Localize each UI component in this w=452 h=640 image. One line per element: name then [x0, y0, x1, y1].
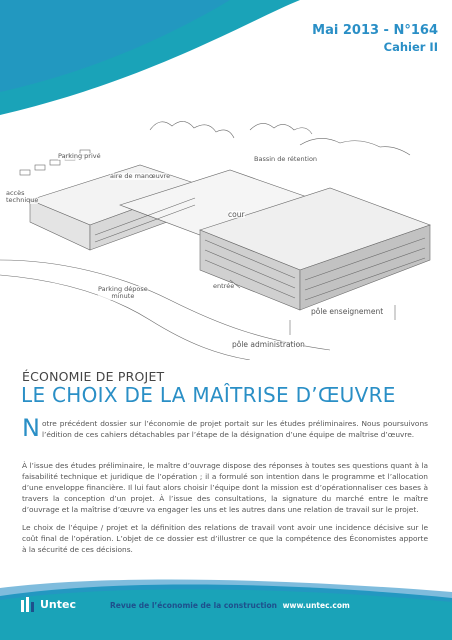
label-aire-manoeuvre: aire de manœuvre: [110, 172, 171, 180]
cahier-label: Cahier II: [383, 40, 438, 54]
issue-info: [312, 23, 438, 55]
intro-text: otre précédent dossier sur l’économie de projet portait sur les études préliminaires. Nous poursuivons l’édition de ces cahiers détachables par l’étape de la désignation d’une équipe de maîtrise d’œuvre.: [41, 419, 428, 439]
article-title: LE CHOIX DE LA MAÎTRISE D’ŒUVRE: [21, 383, 396, 407]
paragraph-2: À l’issue des études préliminaire, le maître d’ouvrage dispose des réponses à toutes ses questions quant à la faisabilité technique et juridique de l’opération ; il a formulé son intention dans le programme et l’allocation d’une enveloppe financière. Il lui faut alors choisir l’équipe dont la mission est d’opérationnaliser ces bases à travers la conception d’un projet. À l’issue des consultations, la signature du marché entre le maître d’ouvrage et la maîtrise d’œuvre va engager les uns et les autres dans une relation de travail sur le projet.: [22, 461, 428, 514]
website-link[interactable]: www.untec.com: [282, 601, 350, 610]
label-bassin-retention: Bassin de rétention: [254, 155, 318, 163]
untec-logo-icon: [20, 596, 38, 614]
paragraph-3: Le choix de l’équipe / projet et la définition des relations de travail vont avoir une incidence décisive sur le coût final de l’opération. L’objet de ce dossier est d’illustrer ce que la compétence des Économistes apporte à la sécurité de ces décisions.: [22, 523, 428, 554]
architectural-sketch: [0, 110, 452, 360]
intro-paragraph: [22, 414, 428, 442]
logo-text: Untec: [40, 598, 77, 611]
label-parking-depose: Parking dépose minute: [98, 285, 148, 300]
label-cour: cour: [228, 210, 245, 219]
drop-cap: N: [22, 414, 40, 442]
section-heading: ÉCONOMIE DE PROJET: [22, 369, 165, 384]
label-pole-administration: pôle administration: [232, 340, 305, 349]
label-acces-technique: accès technique: [6, 189, 39, 204]
tagline-text: Revue de l’économie de la construction: [110, 601, 277, 610]
footer-tagline: [110, 601, 350, 610]
label-pole-enseignement: pôle enseignement: [311, 307, 384, 316]
label-entree: entrée: [213, 282, 235, 290]
issue-number: Mai 2013 - N°164: [312, 23, 438, 38]
label-parking-prive: Parking privé: [58, 152, 101, 160]
